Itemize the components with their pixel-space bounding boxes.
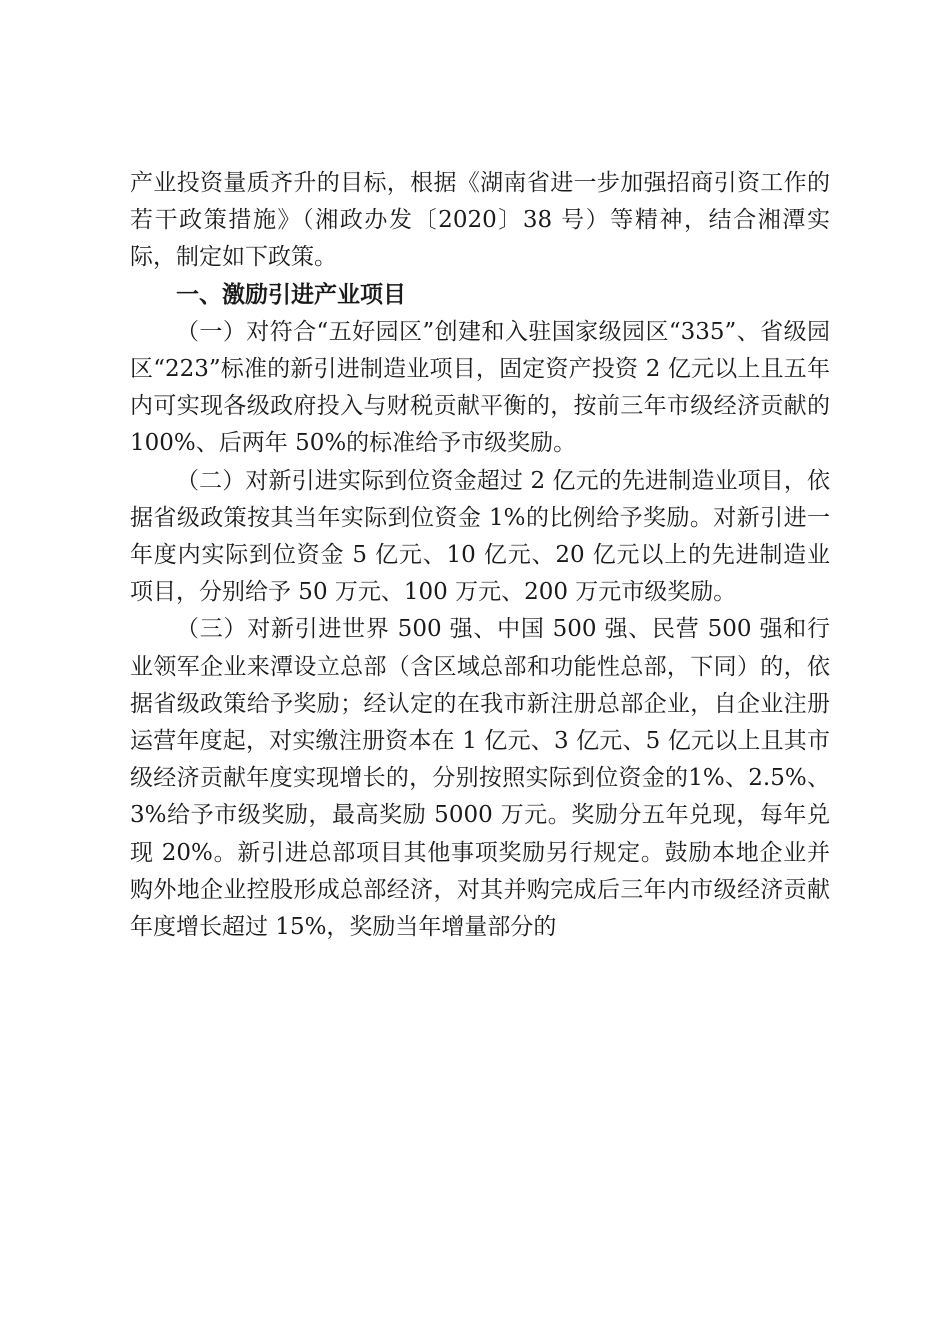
policy-paragraph-1: （一）对符合“五好园区”创建和入驻国家级园区“335”、省级园区“223”标准的新引进制造业项目，固定资产投资 2 亿元以上且五年内可实现各级政府投入与财税贡献平衡的，按前三年市级经济贡献的 100%、后两年 50%的标准给予市级奖励。	[130, 318, 830, 457]
policy-paragraph-2: （二）对新引进实际到位资金超过 2 亿元的先进制造业项目，依据省级政策按其当年实际到位资金 1%的比例给予奖励。对新引进一年度内实际到位资金 5 亿元、10 亿元、20 亿元以上的先进制造业项目，分别给予 50 万元、100 万元、200 万元市级奖励。	[130, 467, 830, 606]
policy-paragraph-3: （三）对新引进世界 500 强、中国 500 强、民营 500 强和行业领军企业来潭设立总部（含区域总部和功能性总部，下同）的，依据省级政策给予奖励；经认定的在我市新注册总部企业，自企业注册运营年度起，对实缴注册资本在 1 亿元、3 亿元、5 亿元以上且其市级经济贡献年度实现增长的，分别按照实际到位资金的1%、2.5%、3%给予市级奖励，最高奖励 5000 万元。奖励分五年兑现，每年兑现 20%。新引进总部项目其他事项奖励另行规定。鼓励本地企业并购外地企业控股形成总部经济，对其并购完成后三年内市级经济贡献年度增长超过 15%，奖励当年增量部分的	[130, 616, 830, 941]
intro-paragraph: 产业投资量质齐升的目标，根据《湖南省进一步加强招商引资工作的若干政策措施》（湘政办发〔2020〕38 号）等精神，结合湘潭实际，制定如下政策。	[130, 170, 830, 271]
document-body	[130, 165, 830, 946]
section-heading: 一、激励引进产业项目	[176, 281, 406, 308]
